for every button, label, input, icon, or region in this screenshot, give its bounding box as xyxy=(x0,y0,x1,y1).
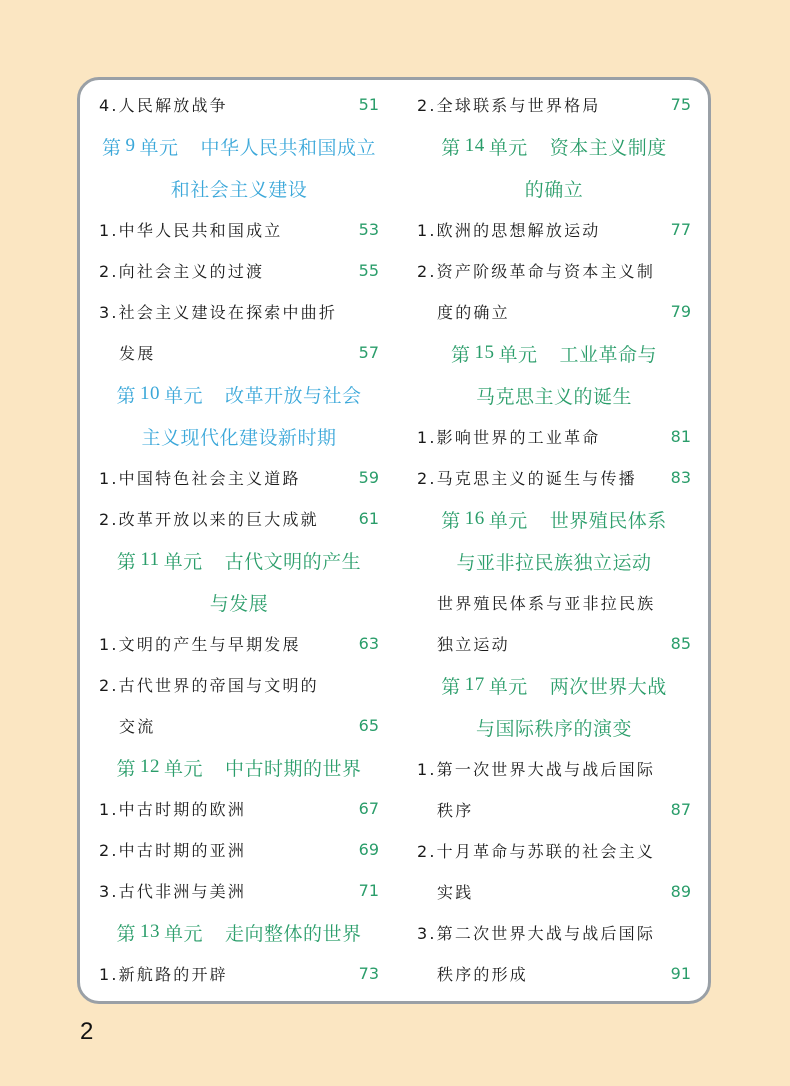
unit-heading-line xyxy=(99,373,379,415)
entry-title: 秩序 xyxy=(437,801,474,820)
entry-page-number: 63 xyxy=(358,634,379,653)
entry-title: 2.向社会主义的过渡 xyxy=(99,262,265,281)
entry-industrial-revolution[interactable] xyxy=(417,416,691,457)
unit-prefix: 第 xyxy=(101,136,122,159)
unit-heading-line xyxy=(417,540,691,582)
unit-heading-line xyxy=(417,332,691,374)
unit-title: 资本主义制度 xyxy=(549,136,667,159)
entry-page-number: 55 xyxy=(358,261,379,280)
entry-title: 秩序的形成 xyxy=(437,965,529,984)
entry-ww2[interactable] xyxy=(417,912,691,953)
unit-heading-line xyxy=(99,167,379,209)
entry-title: 3.社会主义建设在探索中曲折 xyxy=(99,303,338,322)
unit-title: 工业革命与 xyxy=(559,343,658,366)
entry-page-number: 79 xyxy=(670,302,691,321)
unit-prefix: 第 xyxy=(441,136,461,159)
unit-suffix: 单元 xyxy=(488,136,528,159)
unit-title-continuation: 马克思主义的诞生 xyxy=(475,385,632,408)
entry-title: 2.资产阶级革命与资本主义制 xyxy=(417,262,656,281)
entry-title: 3.第二次世界大战与战后国际 xyxy=(417,924,656,943)
unit-title: 两次世界大战 xyxy=(549,675,667,698)
entry-page-number: 83 xyxy=(670,468,691,487)
unit-prefix: 第 xyxy=(441,675,461,698)
unit-title: 世界殖民体系 xyxy=(549,509,667,532)
unit-10 xyxy=(99,373,379,457)
entry-title: 2.马克思主义的诞生与传播 xyxy=(417,469,637,488)
entry-page-number: 69 xyxy=(358,840,379,859)
entry-people-liberation-war[interactable] xyxy=(99,84,379,125)
unit-title: 走向整体的世界 xyxy=(225,922,362,945)
unit-suffix: 单元 xyxy=(488,509,528,532)
entry-page-number: 51 xyxy=(358,95,379,114)
unit-title-continuation: 和社会主义建设 xyxy=(170,178,308,201)
unit-heading-line xyxy=(417,125,691,167)
unit-heading-line xyxy=(99,415,379,457)
unit-heading-line xyxy=(99,746,379,788)
entry-page-number: 75 xyxy=(670,95,691,114)
entry-page-number: 67 xyxy=(358,799,379,818)
entry-page-number: 57 xyxy=(358,343,379,362)
unit-number: 12 xyxy=(139,756,160,777)
entry-page-number: 73 xyxy=(358,964,379,983)
entry-socialist-construction-cont[interactable] xyxy=(99,332,379,373)
entry-title: 1.第一次世界大战与战后国际 xyxy=(417,760,656,779)
unit-suffix: 单元 xyxy=(488,675,528,698)
unit-prefix: 第 xyxy=(116,550,137,573)
unit-heading-line xyxy=(99,911,379,953)
entry-title: 度的确立 xyxy=(437,303,510,322)
entry-october-revolution[interactable] xyxy=(417,830,691,871)
entry-title: 2.十月革命与苏联的社会主义 xyxy=(417,842,656,861)
entry-title: 1.影响世界的工业革命 xyxy=(417,428,601,447)
entry-global-connections[interactable] xyxy=(417,84,691,125)
entry-title: 3.古代非洲与美洲 xyxy=(99,882,247,901)
unit-14 xyxy=(417,125,691,209)
entry-title: 世界殖民体系与亚非拉民族 xyxy=(437,594,656,613)
entry-title: 交流 xyxy=(119,717,156,736)
entry-title: 发展 xyxy=(119,344,156,363)
unit-13 xyxy=(99,911,379,953)
entry-title: 1.欧洲的思想解放运动 xyxy=(417,221,601,240)
unit-16 xyxy=(417,498,691,582)
entry-title: 实践 xyxy=(437,883,474,902)
unit-prefix: 第 xyxy=(116,757,136,780)
entry-medieval-asia[interactable] xyxy=(99,829,379,870)
unit-heading-line xyxy=(417,167,691,209)
entry-transition-socialism[interactable] xyxy=(99,250,379,291)
unit-heading-line xyxy=(99,581,379,623)
unit-prefix: 第 xyxy=(116,922,136,945)
entry-title: 1.中古时期的欧洲 xyxy=(99,800,247,819)
unit-title: 改革开放与社会 xyxy=(225,384,362,407)
entry-ancient-africa-america[interactable] xyxy=(99,870,379,911)
unit-number: 16 xyxy=(464,508,485,529)
unit-17 xyxy=(417,664,691,748)
entry-title: 2.改革开放以来的巨大成就 xyxy=(99,510,319,529)
entry-page-number: 87 xyxy=(670,800,691,819)
entry-title: 独立运动 xyxy=(437,635,510,654)
entry-ww2-cont[interactable] xyxy=(417,953,691,994)
entry-page-number: 65 xyxy=(358,716,379,735)
unit-number: 11 xyxy=(140,549,160,570)
unit-number: 17 xyxy=(464,674,485,695)
entry-page-number: 53 xyxy=(358,220,379,239)
unit-12 xyxy=(99,746,379,788)
entry-page-number: 85 xyxy=(670,634,691,653)
unit-suffix: 单元 xyxy=(163,550,203,573)
toc-left-column xyxy=(99,84,379,994)
entry-page-number: 59 xyxy=(358,468,379,487)
entry-socialist-construction[interactable] xyxy=(99,291,379,332)
unit-suffix: 单元 xyxy=(498,343,538,366)
unit-heading-line xyxy=(417,664,691,706)
unit-title: 中华人民共和国成立 xyxy=(200,136,377,159)
entry-ww1[interactable] xyxy=(417,748,691,789)
entry-reform-achievements[interactable] xyxy=(99,498,379,539)
unit-15 xyxy=(417,332,691,416)
unit-heading-line xyxy=(417,498,691,540)
entry-page-number: 89 xyxy=(670,882,691,901)
unit-heading-line xyxy=(417,706,691,748)
entry-medieval-europe[interactable] xyxy=(99,788,379,829)
unit-title-continuation: 与国际秩序的演变 xyxy=(475,717,632,740)
entry-title: 1.文明的产生与早期发展 xyxy=(99,635,301,654)
unit-heading-line xyxy=(417,374,691,416)
entry-page-number: 71 xyxy=(358,881,379,900)
unit-prefix: 第 xyxy=(116,384,136,407)
unit-suffix: 单元 xyxy=(163,922,203,945)
entry-ww1-cont[interactable] xyxy=(417,789,691,830)
entry-bourgeois-revolution-cont[interactable] xyxy=(417,291,691,332)
unit-suffix: 单元 xyxy=(163,384,203,407)
unit-title-continuation: 的确立 xyxy=(524,178,584,201)
unit-suffix: 单元 xyxy=(163,757,203,780)
entry-bourgeois-revolution[interactable] xyxy=(417,250,691,291)
entry-page-number: 91 xyxy=(670,964,691,983)
entry-title: 1.中国特色社会主义道路 xyxy=(99,469,301,488)
unit-number: 9 xyxy=(125,135,136,156)
unit-title-continuation: 与发展 xyxy=(209,592,269,615)
entry-ancient-empires[interactable] xyxy=(99,664,379,705)
entry-ancient-empires-cont[interactable] xyxy=(99,705,379,746)
entry-title: 4.人民解放战争 xyxy=(99,96,228,115)
unit-11 xyxy=(99,539,379,623)
page-number: 2 xyxy=(80,1018,94,1045)
unit-title-continuation: 主义现代化建设新时期 xyxy=(141,426,337,449)
entry-title: 2.全球联系与世界格局 xyxy=(417,96,601,115)
unit-title: 古代文明的产生 xyxy=(224,550,362,573)
entry-title: 2.中古时期的亚洲 xyxy=(99,841,247,860)
unit-heading-line xyxy=(99,125,379,167)
unit-9 xyxy=(99,125,379,209)
unit-prefix: 第 xyxy=(450,343,471,366)
toc-right-column xyxy=(417,84,691,994)
unit-prefix: 第 xyxy=(441,509,461,532)
toc-panel xyxy=(77,77,711,1004)
entry-page-number: 77 xyxy=(670,220,691,239)
unit-number: 14 xyxy=(464,135,485,156)
unit-title-continuation: 与亚非拉民族独立运动 xyxy=(456,551,652,574)
entry-new-sea-routes[interactable] xyxy=(99,953,379,994)
unit-number: 15 xyxy=(474,342,495,363)
entry-chinese-socialism-road[interactable] xyxy=(99,457,379,498)
entry-civilization-origin[interactable] xyxy=(99,623,379,664)
unit-title: 中古时期的世界 xyxy=(225,757,362,780)
entry-title: 1.新航路的开辟 xyxy=(99,965,228,984)
entry-title: 2.古代世界的帝国与文明的 xyxy=(99,676,319,695)
unit-suffix: 单元 xyxy=(139,136,179,159)
entry-title: 1.中华人民共和国成立 xyxy=(99,221,283,240)
entry-marxism-birth[interactable] xyxy=(417,457,691,498)
entry-european-enlightenment[interactable] xyxy=(417,209,691,250)
unit-number: 13 xyxy=(139,921,160,942)
entry-colonial-system[interactable] xyxy=(417,582,691,623)
entry-october-revolution-cont[interactable] xyxy=(417,871,691,912)
entry-page-number: 61 xyxy=(358,509,379,528)
entry-prc-founding[interactable] xyxy=(99,209,379,250)
entry-colonial-system-cont[interactable] xyxy=(417,623,691,664)
unit-number: 10 xyxy=(139,383,160,404)
unit-heading-line xyxy=(99,539,379,581)
entry-page-number: 81 xyxy=(670,427,691,446)
